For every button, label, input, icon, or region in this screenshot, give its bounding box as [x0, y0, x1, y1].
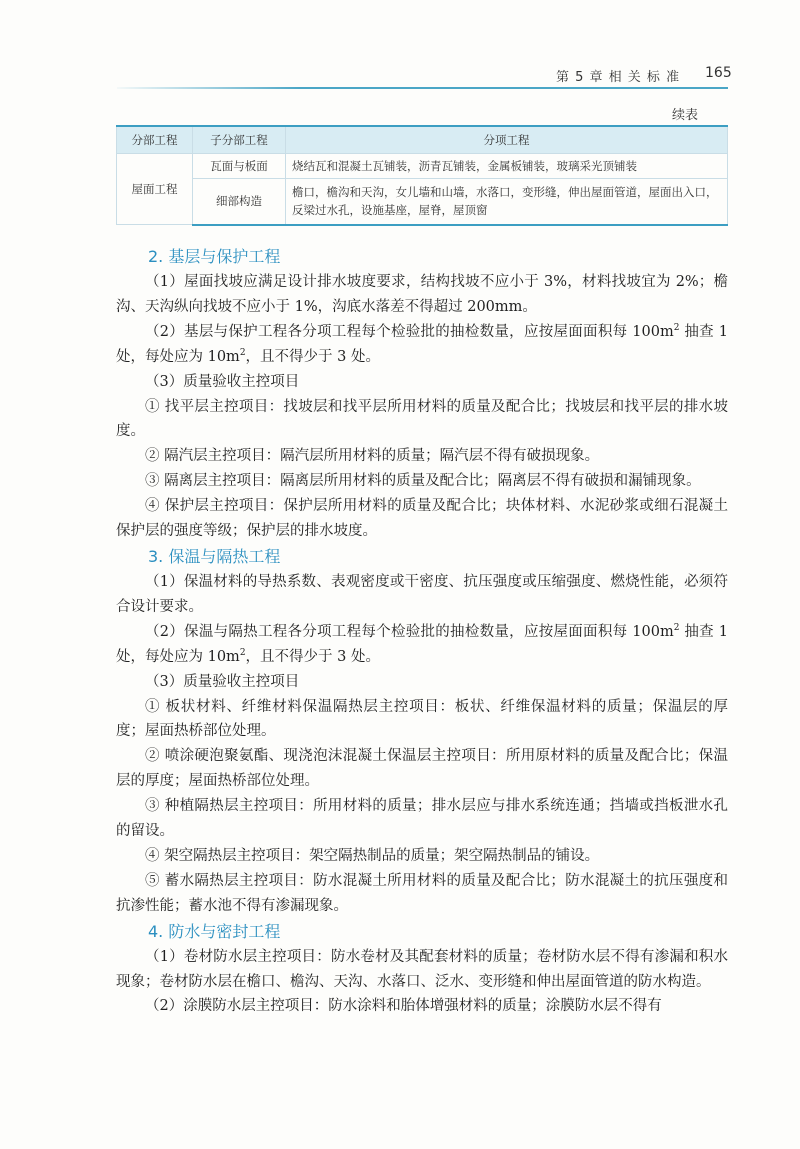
paragraph: （3）质量验收主控项目	[145, 373, 300, 390]
table-items-cell: 烧结瓦和混凝土瓦铺装，沥青瓦铺装，金属板铺装，玻璃采光顶铺装	[286, 154, 728, 179]
list-item: ④ 架空隔热层主控项目：架空隔热制品的质量；架空隔热制品的铺设。	[145, 847, 600, 864]
table-sub-cell: 瓦面与板面	[193, 154, 286, 179]
list-item: ① 板状材料、纤维材料保温隔热层主控项目：板状、纤维保温材料的质量；保温层的厚度；屋面热桥部位处理。	[116, 698, 728, 740]
table-header-row	[117, 126, 728, 154]
list-item: ① 找平层主控项目：找坡层和找平层所用材料的质量及配合比；找坡层和找平层的排水坡度。	[116, 398, 728, 440]
table-row	[117, 154, 728, 179]
paragraph: （3）质量验收主控项目	[145, 673, 300, 690]
paragraph: （2）保温与隔热工程各分项工程每个检验批的抽检数量，应按屋面面积每 $100m^2$ 抽查 1 处，每处应为 $10m^2$，且不得少于 3 处。	[116, 622, 728, 665]
table-sub-cell: 细部构造	[193, 179, 286, 225]
list-item: ③ 隔离层主控项目：隔离层所用材料的质量及配合比；隔离层不得有破损和漏铺现象。	[145, 473, 701, 490]
header-rule	[117, 87, 728, 89]
list-item: ② 隔汽层主控项目：隔汽层所用材料的质量；隔汽层不得有破损现象。	[145, 448, 600, 465]
table-header-cell: 分部工程	[117, 126, 193, 154]
body-text	[116, 244, 728, 1019]
section-heading: 3. 保温与隔热工程	[148, 546, 281, 566]
section-heading: 2. 基层与保护工程	[148, 247, 281, 266]
paragraph: （1）保温材料的导热系数、表观密度或干密度、抗压强度或压缩强度、燃烧性能，必须符合设计要求。	[116, 573, 728, 615]
table-header-cell: 子分部工程	[193, 126, 286, 154]
paragraph: （2）涂膜防水层主控项目：防水涂料和胎体增强材料的质量；涂膜防水层不得有	[145, 998, 662, 1015]
continued-label: 续表	[672, 108, 699, 123]
chapter-title: 第 5 章 相 关 标 准	[556, 70, 681, 85]
page-header	[0, 66, 800, 86]
list-item: ⑤ 蓄水隔热层主控项目：防水混凝土所用材料的质量及配合比；防水混凝土的抗压强度和抗渗性能；蓄水池不得有渗漏现象。	[116, 872, 728, 914]
table-row	[117, 179, 728, 225]
table-items-cell: 檐口，檐沟和天沟，女儿墙和山墙，水落口，变形缝，伸出屋面管道，屋面出入口，反梁过水孔，设施基座，屋脊，屋顶窗	[286, 179, 728, 225]
page-number: 165	[705, 65, 732, 81]
standards-table	[116, 125, 728, 226]
paragraph: （1）卷材防水层主控项目：防水卷材及其配套材料的质量；卷材防水层不得有渗漏和积水现象；卷材防水层在檐口、檐沟、天沟、水落口、泛水、变形缝和伸出屋面管道的防水构造。	[116, 948, 728, 990]
table-header-cell: 分项工程	[286, 126, 728, 154]
paragraph: （1）屋面找坡应满足设计排水坡度要求，结构找坡不应小于 3%，材料找坡宜为 2%；檐沟、天沟纵向找坡不应小于 1%，沟底水落差不得超过 200mm。	[116, 274, 728, 315]
section-heading: 4. 防水与密封工程	[148, 921, 281, 941]
list-item: ② 喷涂硬泡聚氨酯、现浇泡沫混凝土保温层主控项目：所用原材料的质量及配合比；保温层的厚度；屋面热桥部位处理。	[116, 748, 728, 790]
list-item: ③ 种植隔热层主控项目：所用材料的质量；排水层应与排水系统连通；挡墙或挡板泄水孔的留设。	[116, 798, 728, 840]
paragraph: （2）基层与保护工程各分项工程每个检验批的抽检数量，应按屋面面积每 $100m^2$ 抽查 1 处，每处应为 $10m^2$，且不得少于 3 处。	[116, 322, 728, 365]
list-item: ④ 保护层主控项目：保护层所用材料的质量及配合比；块体材料、水泥砂浆或细石混凝土保护层的强度等级；保护层的排水坡度。	[116, 498, 728, 540]
table-group-cell: 屋面工程	[117, 154, 193, 225]
